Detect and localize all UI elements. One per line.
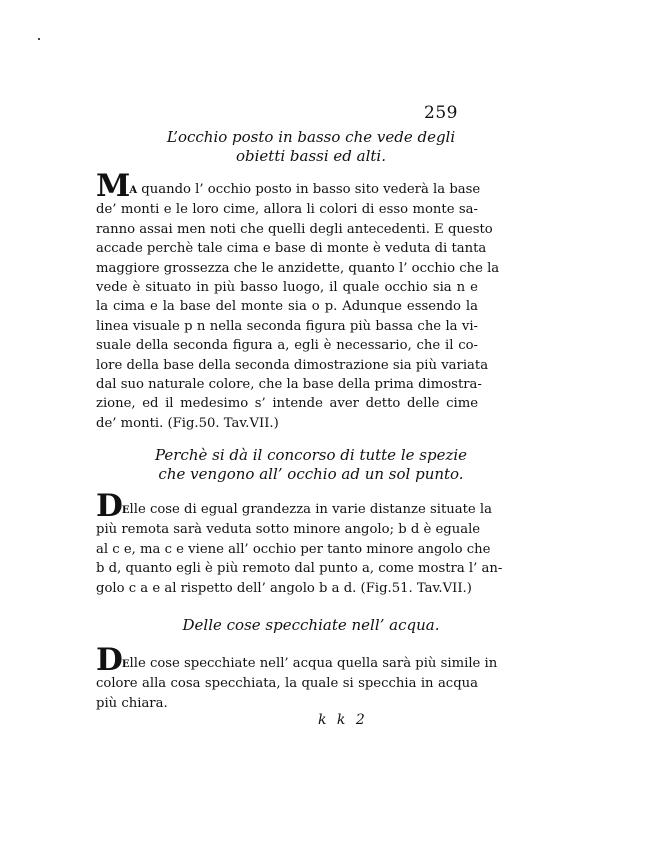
- text-line: golo c a e al rispetto dell’ angolo b a d. (Fig.51. Tav.VII.): [96, 580, 472, 596]
- text-line: de’ monti e le loro cime, allora li colori di esso monte sa-: [96, 202, 478, 218]
- paragraph-1: [96, 168, 500, 433]
- section-heading-3: [96, 616, 526, 635]
- text-line: DElle cose di egual grandezza in varie distanze situate la: [96, 488, 492, 524]
- paragraph-2: [96, 488, 503, 598]
- heading-line: L’occhio posto in basso che vede degli: [166, 128, 456, 146]
- text-line: suale della seconda figura a, egli è necessario, che il co-: [96, 338, 478, 354]
- section-heading-1: [96, 128, 526, 166]
- heading-line: obietti bassi ed alti.: [235, 147, 386, 165]
- text-line: accade perchè tale cima e base di monte è veduta di tanta: [96, 241, 487, 257]
- text-line: DElle cose specchiate nell’ acqua quella sarà più simile in: [96, 642, 498, 678]
- text-line: de’ monti. (Fig.50. Tav.VII.): [96, 415, 279, 431]
- small-cap: A: [129, 185, 138, 196]
- text-line: colore alla cosa specchiata, la quale si specchia in acqua: [96, 676, 478, 692]
- text-line: maggiore grossezza che le anzidette, quanto l’ occhio che la: [96, 260, 500, 276]
- ink-speck: [38, 38, 40, 40]
- text-line: al c e, ma c e viene all’ occhio per tanto minore angolo che: [96, 541, 491, 557]
- small-cap: E: [121, 659, 130, 670]
- drop-cap: M: [96, 168, 130, 204]
- text-line: ranno assai men noti che quelli degli antecedenti. E questo: [96, 221, 493, 237]
- paragraph-3: [96, 642, 498, 713]
- drop-cap: D: [96, 642, 122, 678]
- text-line: linea visuale p n nella seconda figura più bassa che la vi-: [96, 318, 478, 334]
- drop-cap: D: [96, 488, 122, 524]
- signature-mark: k k 2: [318, 712, 368, 728]
- text-line: la cima e la base del monte sia o p. Adunque essendo la: [96, 299, 478, 315]
- text-line: zione, ed il medesimo s’ intende aver detto delle cime: [96, 396, 478, 412]
- text-line: dal suo naturale colore, che la base della prima dimostra-: [96, 377, 482, 393]
- section-heading-2: [96, 446, 526, 484]
- text-line: più chiara.: [96, 695, 168, 711]
- text-line: b d, quanto egli è più remoto dal punto a, come mostra l’ an-: [96, 561, 503, 577]
- small-cap: E: [121, 505, 130, 516]
- text-line: più remota sarà veduta sotto minore angolo; b d è eguale: [96, 522, 481, 538]
- heading-line: che vengono all’ occhio ad un sol punto.: [158, 465, 464, 483]
- heading-line: Delle cose specchiate nell’ acqua.: [182, 616, 440, 634]
- text-line: lore della base della seconda dimostrazione sia più variata: [96, 357, 489, 373]
- text-line: vede è situato in più basso luogo, il quale occhio sia n e: [96, 280, 478, 296]
- text-line: MA quando l’ occhio posto in basso sito vederà la base: [96, 168, 481, 204]
- heading-line: Perchè si dà il concorso di tutte le spezie: [154, 446, 468, 464]
- page-number: 259: [424, 103, 458, 123]
